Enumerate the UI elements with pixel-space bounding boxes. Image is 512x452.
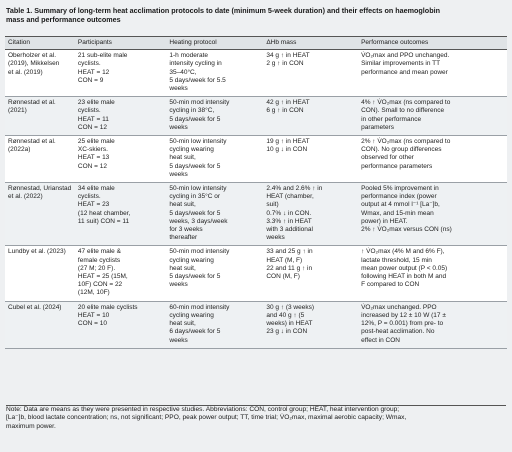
- cell-line: V̇O₂max and PPO unchanged.: [361, 52, 450, 60]
- cell-line: 6 g ↑ in CON: [266, 107, 304, 115]
- cell-line: HEAT = 12: [77, 68, 110, 76]
- cell-line: heat suit,: [169, 154, 196, 162]
- cell-citation: [5, 301, 75, 348]
- cell-line: 5 days/week for 5: [169, 209, 221, 217]
- cell-citation: [5, 97, 75, 136]
- cell-line: 5 days/week for 5: [169, 273, 221, 281]
- header-heating-protocol: Heating protocol: [166, 37, 263, 50]
- table-row: [5, 50, 507, 97]
- cell-line: (2019), Mikkelsen: [8, 60, 60, 68]
- cell-line: Wmax, and 15-min mean: [361, 209, 434, 217]
- note-line: maximum power.: [6, 422, 56, 430]
- cell-line: Oberholzer et al.: [8, 52, 57, 60]
- table-row: [5, 136, 507, 183]
- cell-line: performance and mean power: [361, 68, 448, 76]
- cell-line: 25 elite male: [77, 138, 115, 146]
- cell-line: intensity cycling in: [169, 60, 222, 68]
- cell-line: 2% ↑ V̇O₂max versus CON (ns): [361, 226, 452, 234]
- cell-line: CON (M, F): [266, 273, 300, 281]
- cell-performance: [358, 97, 507, 136]
- cell-line: CON = 12: [77, 162, 108, 170]
- cell-line: weeks: [266, 234, 285, 242]
- cell-line: 1-h moderate: [169, 52, 209, 60]
- acclimation-table: [5, 36, 507, 349]
- cell-line: 50-min mod intensity: [169, 248, 230, 256]
- cell-line: 2% ↑ V̇O₂max (ns compared to: [361, 138, 451, 146]
- cell-line: for 3 weeks: [169, 226, 203, 234]
- table-body: [5, 50, 507, 349]
- cell-hb-mass: [263, 97, 358, 136]
- cell-line: weeks: [169, 85, 188, 93]
- cell-line: Rønnestad et al.: [8, 138, 56, 146]
- cell-line: 50-min low intensity: [169, 185, 227, 193]
- cell-line: 11 suit) CON = 11: [77, 217, 130, 225]
- cell-line: power) in HEAT.: [361, 217, 408, 225]
- cell-line: (27 M; 20 F).: [77, 264, 116, 272]
- cell-line: cycling wearing: [169, 146, 214, 154]
- cell-line: HEAT = 25 (15M,: [77, 273, 128, 281]
- cell-line: et al. (2022): [8, 193, 43, 201]
- cell-line: 10F) CON = 22: [77, 281, 123, 289]
- cell-line: (2021): [8, 107, 27, 115]
- cell-line: weeks: [169, 336, 188, 344]
- cell-line: output at 4 mmol l⁻¹ [La⁻]b,: [361, 201, 440, 209]
- cell-performance: [358, 183, 507, 246]
- table-caption: [6, 6, 506, 24]
- cell-line: cyclists.: [77, 60, 101, 68]
- cell-line: XC-skiers.: [77, 146, 108, 154]
- cell-line: HEAT (M, F): [266, 256, 303, 264]
- cell-line: 35–40°C,: [169, 68, 197, 76]
- cell-line: 50-min low intensity: [169, 138, 227, 146]
- cell-line: Rønnestad, Urianstad: [8, 185, 72, 193]
- cell-line: ↑ V̇O₂max (4% M and 6% F),: [361, 248, 445, 256]
- cell-line: cycling wearing: [169, 256, 214, 264]
- header-performance: Performance outcomes: [358, 37, 507, 50]
- note-line: [La⁻]b, blood lactate concentration; ns, not significant; PPO, peak power output; TT, time trial; V̇O₂max, maximal aerobic capacity; Wmax,: [6, 414, 407, 422]
- cell-citation: [5, 183, 75, 246]
- cell-line: cyclists.: [77, 107, 101, 115]
- cell-line: 34 elite male: [77, 185, 115, 193]
- cell-line: 22 and 11 g ↑ in: [266, 264, 313, 272]
- cell-line: Lundby et al. (2023): [8, 248, 66, 256]
- cell-line: CON). No group differences: [361, 146, 442, 154]
- cell-line: 5 days/week for 5: [169, 162, 221, 170]
- caption-line: mass and performance outcomes: [6, 15, 121, 24]
- cell-line: cycling in 38°C,: [169, 107, 215, 115]
- cell-line: HEAT (chamber,: [266, 193, 314, 201]
- table-row: [5, 301, 507, 348]
- table-row: [5, 97, 507, 136]
- cell-performance: [358, 50, 507, 97]
- cell-heating-protocol: [166, 183, 263, 246]
- cell-line: V̇O₂max unchanged. PPO: [361, 303, 437, 311]
- cell-line: 47 elite male &: [77, 248, 121, 256]
- cell-line: Pooled 5% improvement in: [361, 185, 439, 193]
- cell-participants: [75, 246, 166, 301]
- cell-line: weeks: [169, 123, 188, 131]
- cell-line: weeks, 3 days/week: [169, 217, 228, 225]
- cell-line: mean power output (P < 0.05): [361, 264, 448, 272]
- cell-line: performance index (power: [361, 193, 437, 201]
- cell-line: cycling in 35°C or: [169, 193, 221, 201]
- table-row: [5, 246, 507, 301]
- note-line: Note: Data are means as they were presented in respective studies. Abbreviations: CON, control group; HEAT, heat intervention group;: [6, 406, 400, 413]
- cell-line: CON = 12: [77, 123, 108, 131]
- cell-line: 10 g ↓ in CON: [266, 146, 308, 154]
- cell-line: 34 g ↑ in HEAT: [266, 52, 310, 60]
- cell-performance: [358, 246, 507, 301]
- cell-performance: [358, 136, 507, 183]
- cell-heating-protocol: [166, 97, 263, 136]
- cell-line: suit): [266, 201, 279, 209]
- cell-line: CON). Small to no difference: [361, 107, 445, 115]
- cell-participants: [75, 301, 166, 348]
- cell-line: thereafter: [169, 234, 198, 242]
- cell-line: HEAT = 10: [77, 311, 110, 319]
- cell-line: CON = 9: [77, 76, 104, 84]
- cell-line: weeks: [169, 281, 188, 289]
- cell-citation: [5, 246, 75, 301]
- cell-citation: [5, 136, 75, 183]
- cell-line: cyclists.: [77, 193, 101, 201]
- cell-line: weeks) in HEAT: [266, 320, 313, 328]
- cell-participants: [75, 183, 166, 246]
- cell-line: 19 g ↑ in HEAT: [266, 138, 310, 146]
- cell-hb-mass: [263, 50, 358, 97]
- cell-line: observed for other: [361, 154, 414, 162]
- cell-line: 3.3% ↑ in HEAT: [266, 217, 312, 225]
- cell-line: cycling wearing: [169, 311, 214, 319]
- cell-line: weeks: [169, 170, 188, 178]
- cell-line: female cyclists: [77, 256, 121, 264]
- cell-line: 33 and 25 g ↑ in: [266, 248, 313, 256]
- header-citation: Citation: [5, 37, 75, 50]
- caption-line: Table 1. Summary of long-term heat acclimation protocols to date (minimum 5-week duration) and their effects on haemoglobin: [6, 6, 440, 15]
- cell-line: Similar improvements in TT: [361, 60, 441, 68]
- cell-line: F compared to CON: [361, 281, 420, 289]
- cell-line: 0.7% ↓ in CON.: [266, 209, 312, 217]
- cell-hb-mass: [263, 301, 358, 348]
- cell-participants: [75, 136, 166, 183]
- cell-line: performance parameters: [361, 162, 433, 170]
- cell-line: effect in CON: [361, 336, 400, 344]
- cell-heating-protocol: [166, 136, 263, 183]
- cell-line: 2.4% and 2.6% ↑ in: [266, 185, 323, 193]
- cell-line: 5 days/week for 5: [169, 115, 221, 123]
- cell-heating-protocol: [166, 246, 263, 301]
- cell-line: (12 heat chamber,: [77, 209, 131, 217]
- cell-line: parameters: [361, 123, 394, 131]
- cell-line: et al. (2019): [8, 68, 43, 76]
- cell-line: 4% ↑ V̇O₂max (ns compared to: [361, 99, 451, 107]
- cell-line: 2 g ↑ in CON: [266, 60, 304, 68]
- cell-line: 20 elite male cyclists: [77, 303, 138, 311]
- cell-line: 6 days/week for 5: [169, 328, 221, 336]
- cell-line: with 3 additional: [266, 226, 313, 234]
- table-row: [5, 183, 507, 246]
- cell-line: HEAT = 13: [77, 154, 110, 162]
- cell-line: 23 elite male: [77, 99, 115, 107]
- cell-line: 12%, P = 0.001) from pre- to: [361, 320, 444, 328]
- cell-line: heat suit,: [169, 264, 196, 272]
- cell-line: CON = 10: [77, 320, 108, 328]
- cell-line: increased by 12 ± 10 W (17 ±: [361, 311, 446, 319]
- cell-line: Rønnestad et al.: [8, 99, 56, 107]
- cell-line: post-heat acclimation. No: [361, 328, 435, 336]
- header-hb-mass: ΔHb mass: [263, 37, 358, 50]
- table-header-row: [5, 37, 507, 50]
- cell-line: (2022a): [8, 146, 31, 154]
- cell-line: HEAT = 23: [77, 201, 110, 209]
- cell-line: and 40 g ↑ (5: [266, 311, 305, 319]
- cell-line: 60-min mod intensity: [169, 303, 230, 311]
- cell-line: HEAT = 11: [77, 115, 109, 123]
- cell-heating-protocol: [166, 50, 263, 97]
- cell-line: lactate threshold, 15 min: [361, 256, 432, 264]
- cell-line: 50-min mod intensity: [169, 99, 230, 107]
- cell-line: heat suit,: [169, 201, 196, 209]
- cell-line: 21 sub-elite male: [77, 52, 128, 60]
- cell-line: following HEAT in both M and: [361, 273, 447, 281]
- cell-hb-mass: [263, 183, 358, 246]
- cell-hb-mass: [263, 136, 358, 183]
- cell-line: Cubel et al. (2024): [8, 303, 62, 311]
- cell-line: 42 g ↑ in HEAT: [266, 99, 310, 107]
- cell-citation: [5, 50, 75, 97]
- cell-line: 23 g ↓ in CON: [266, 328, 308, 336]
- cell-line: (12M, 10F): [77, 289, 110, 297]
- table-note: [6, 405, 506, 431]
- cell-participants: [75, 50, 166, 97]
- cell-line: in other performance: [361, 115, 422, 123]
- cell-hb-mass: [263, 246, 358, 301]
- header-participants: Participants: [75, 37, 166, 50]
- cell-line: 30 g ↑ (3 weeks): [266, 303, 315, 311]
- cell-line: heat suit,: [169, 320, 196, 328]
- cell-performance: [358, 301, 507, 348]
- cell-heating-protocol: [166, 301, 263, 348]
- cell-participants: [75, 97, 166, 136]
- cell-line: 5 days/week for 5.5: [169, 76, 226, 84]
